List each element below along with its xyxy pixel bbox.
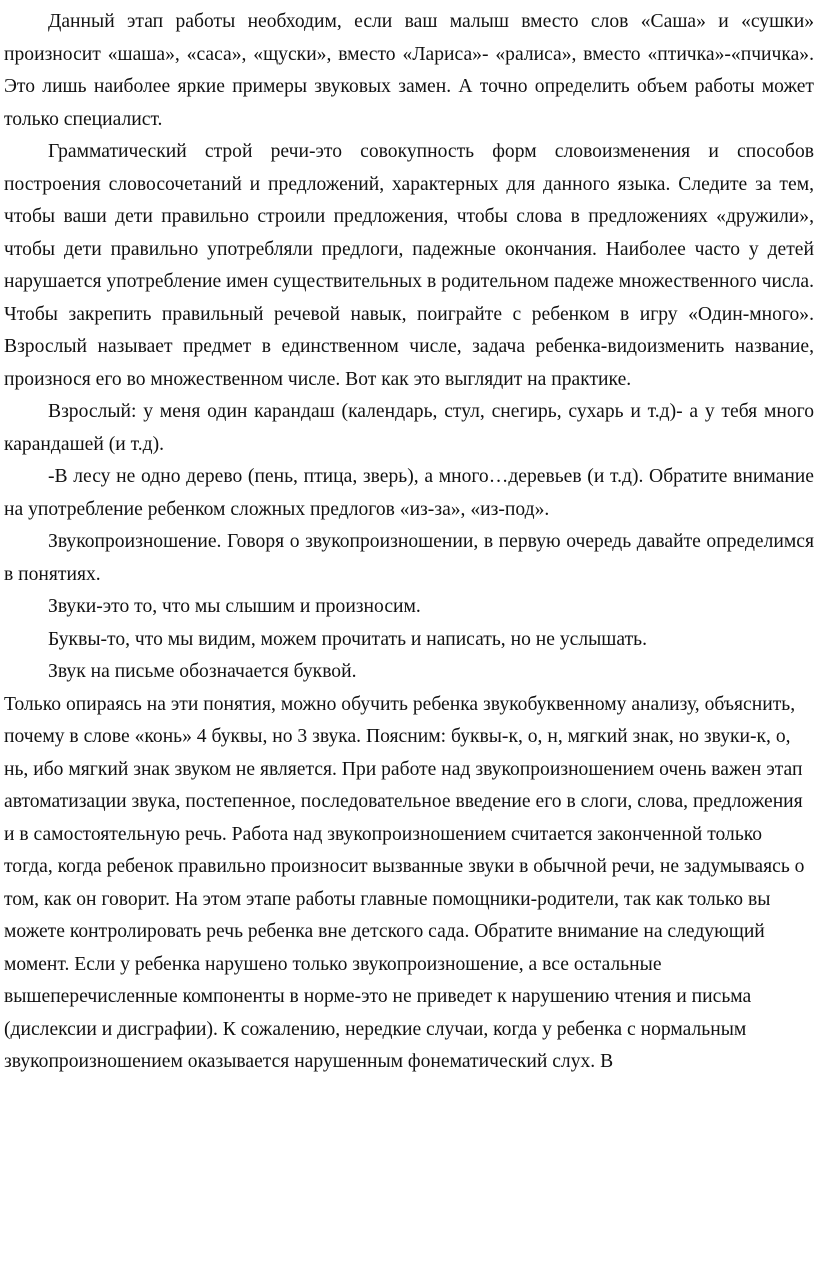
paragraph-definition-sounds: Звуки-это то, что мы слышим и произносим. bbox=[48, 596, 421, 617]
paragraph-sound-replacements: Данный этап работы необходим, если ваш малыш вместо слов «Саша» и «сушки» произносит «шаша», «саса», «щуски», вместо «Лариса»- «ралиса», вместо «птичка»-«пчичка». Это лишь наиболее яркие примеры звуковых замен. А точно определить объем работы может только специалист. bbox=[4, 11, 814, 130]
paragraph-example-adult: Взрослый: у меня один карандаш (календарь, стул, снегирь, сухарь и т.д)- а у тебя много карандашей (и т.д). bbox=[4, 401, 814, 455]
paragraph-sound-pronunciation: Звукопроизношение. Говоря о звукопроизношении, в первую очередь давайте определимся в понятиях. bbox=[4, 531, 814, 585]
paragraph-analysis: Только опираясь на эти понятия, можно обучить ребенка звукобуквенному анализу, объяснить, почему в слове «конь» 4 буквы, но 3 звука. Поясним: буквы-к, о, н, мягкий знак, но звуки-к, о, нь, ибо мягкий знак звуком не является. При работе над звукопроизношением очень важен этап автоматизации звука, постепенное, последовательное введение его в слоги, слова, предложения и в самостоятельную речь. Работа над звукопроизношением считается законченной только тогда, когда ребенок правильно произносит вызванные звуки в обычной речи, не задумываясь о том, как он говорит. На этом этапе работы главные помощники-родители, так как только вы можете контролировать речь ребенка вне детского сада. Обратите внимание на следующий момент. Если у ребенка нарушено только звукопроизношение, а все остальные вышеперечисленные компоненты в норме-это не приведет к нарушению чтения и письма (дислексии и дисграфии). К сожалению, нередкие случаи, когда у ребенка с нормальным звукопроизношением оказывается нарушенным фонематический слух. В bbox=[4, 693, 805, 1072]
paragraph-definition-letters: Буквы-то, что мы видим, можем прочитать и написать, но не услышать. bbox=[48, 628, 647, 650]
paragraph-definition-sound-letter: Звук на письме обозначается буквой. bbox=[48, 661, 357, 682]
paragraph-example-forest: -В лесу не одно дерево (пень, птица, зверь), а много…деревьев (и т.д). Обратите внимание на употребление ребенком сложных предлогов «из-за», «из-под». bbox=[4, 466, 814, 520]
paragraph-grammar: Грамматический строй речи-это совокупность форм словоизменения и способов построения словосочетаний и предложений, характерных для данного языка. Следите за тем, чтобы ваши дети правильно строили предложения, чтобы слова в предложениях «дружили», чтобы дети правильно употребляли предлоги, падежные окончания. Наиболее часто у детей нарушается употребление имен существительных в родительном падеже множественного числа. Чтобы закрепить правильный речевой навык, поиграйте с ребенком в игру «Один-много». Взрослый называет предмет в единственном числе, задача ребенка-видоизменить название, произнося его во множественном числе. Вот как это выглядит на практике. bbox=[4, 141, 814, 390]
